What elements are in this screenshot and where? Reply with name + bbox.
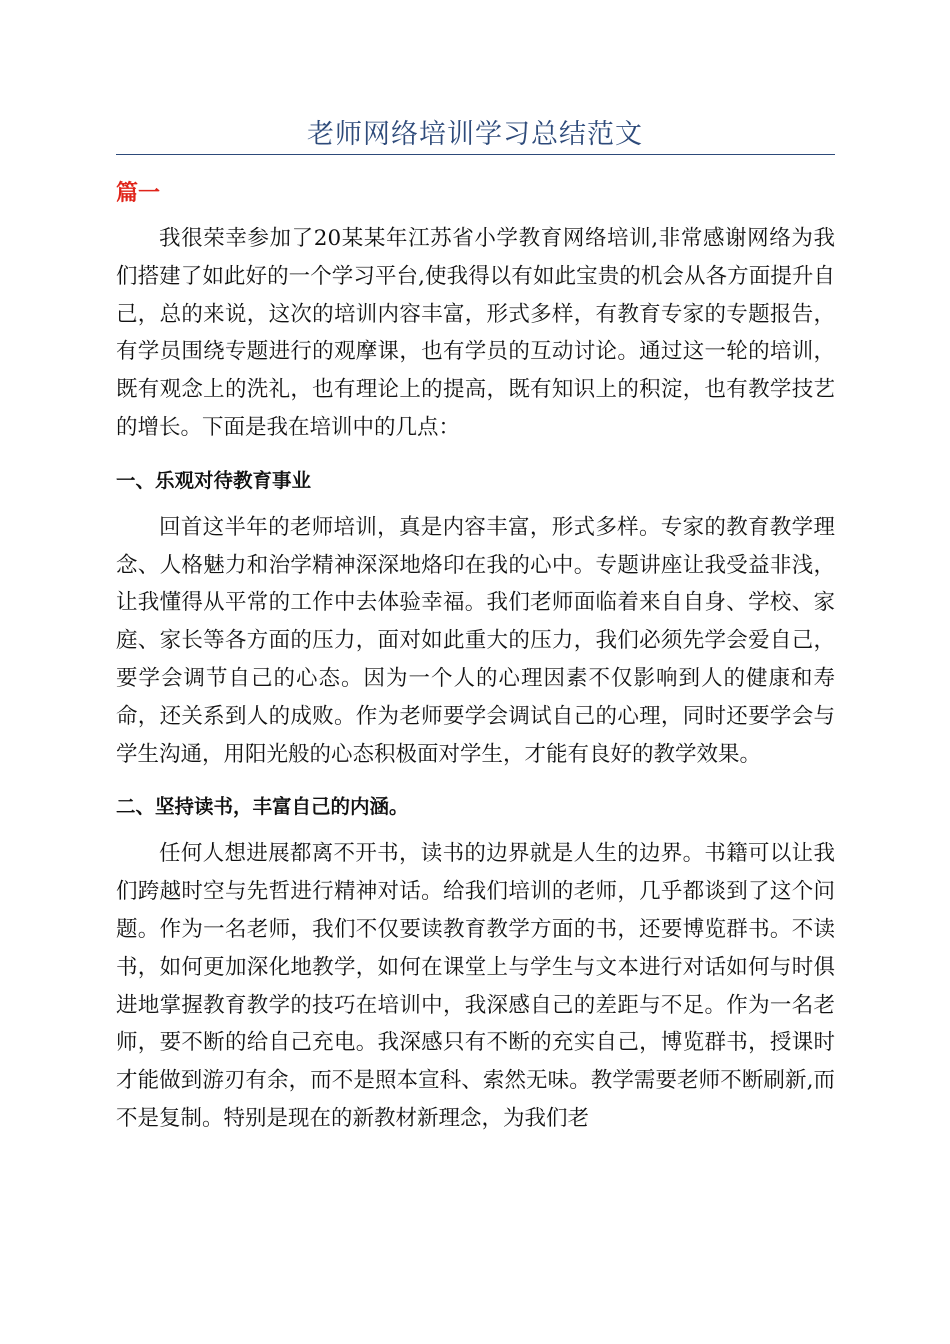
section-heading-2: 二、坚持读书，丰富自己的内涵。 — [116, 795, 409, 819]
intro-paragraph: 我很荣幸参加了20某某年江苏省小学教育网络培训,非常感谢网络为我们搭建了如此好的一个学习平台,使我得以有如此宝贵的机会从各方面提升自己，总的来说，这次的培训内容丰富，形式多样，有教育专家的专题报告，有学员围绕专题进行的观摩课，也有学员的互动讨论。通过这一轮的培训，既有观念上的洗礼，也有理论上的提高，既有知识上的积淀，也有教学技艺的增长。下面是我在培训中的几点： — [116, 226, 835, 440]
chapter-label: 篇一 — [116, 181, 161, 206]
title-underline — [116, 154, 835, 155]
section-paragraph-2: 任何人想进展都离不开书，读书的边界就是人生的边界。书籍可以让我们跨越时空与先哲进行精神对话。给我们培训的老师，几乎都谈到了这个问题。作为一名老师，我们不仅要读教育教学方面的书，还要博览群书。不读书，如何更加深化地教学，如何在课堂上与学生与文本进行对话如何与时俱进地掌握教育教学的技巧在培训中，我深感自己的差距与不足。作为一名老师，要不断的给自己充电。我深感只有不断的充实自己，博览群书，授课时才能做到游刃有余，而不是照本宣科、索然无味。教学需要老师不断刷新,而不是复制。特别是现在的新教材新理念，为我们老 — [116, 841, 835, 1131]
section-heading-1: 一、乐观对待教育事业 — [116, 468, 312, 492]
document-title: 老师网络培训学习总结范文 — [307, 119, 643, 150]
document-body — [116, 174, 835, 1138]
section-paragraph-1: 回首这半年的老师培训，真是内容丰富，形式多样。专家的教育教学理念、人格魅力和治学精神深深地烙印在我的心中。专题讲座让我受益非浅，让我懂得从平常的工作中去体验幸福。我们老师面临着来自自身、学校、家庭、家长等各方面的压力，面对如此重大的压力，我们必须先学会爱自己，要学会调节自己的心态。因为一个人的心理因素不仅影响到人的健康和寿命，还关系到人的成败。作为老师要学会调试自己的心理，同时还要学会与学生沟通，用阳光般的心态积极面对学生，才能有良好的教学效果。 — [116, 514, 835, 767]
